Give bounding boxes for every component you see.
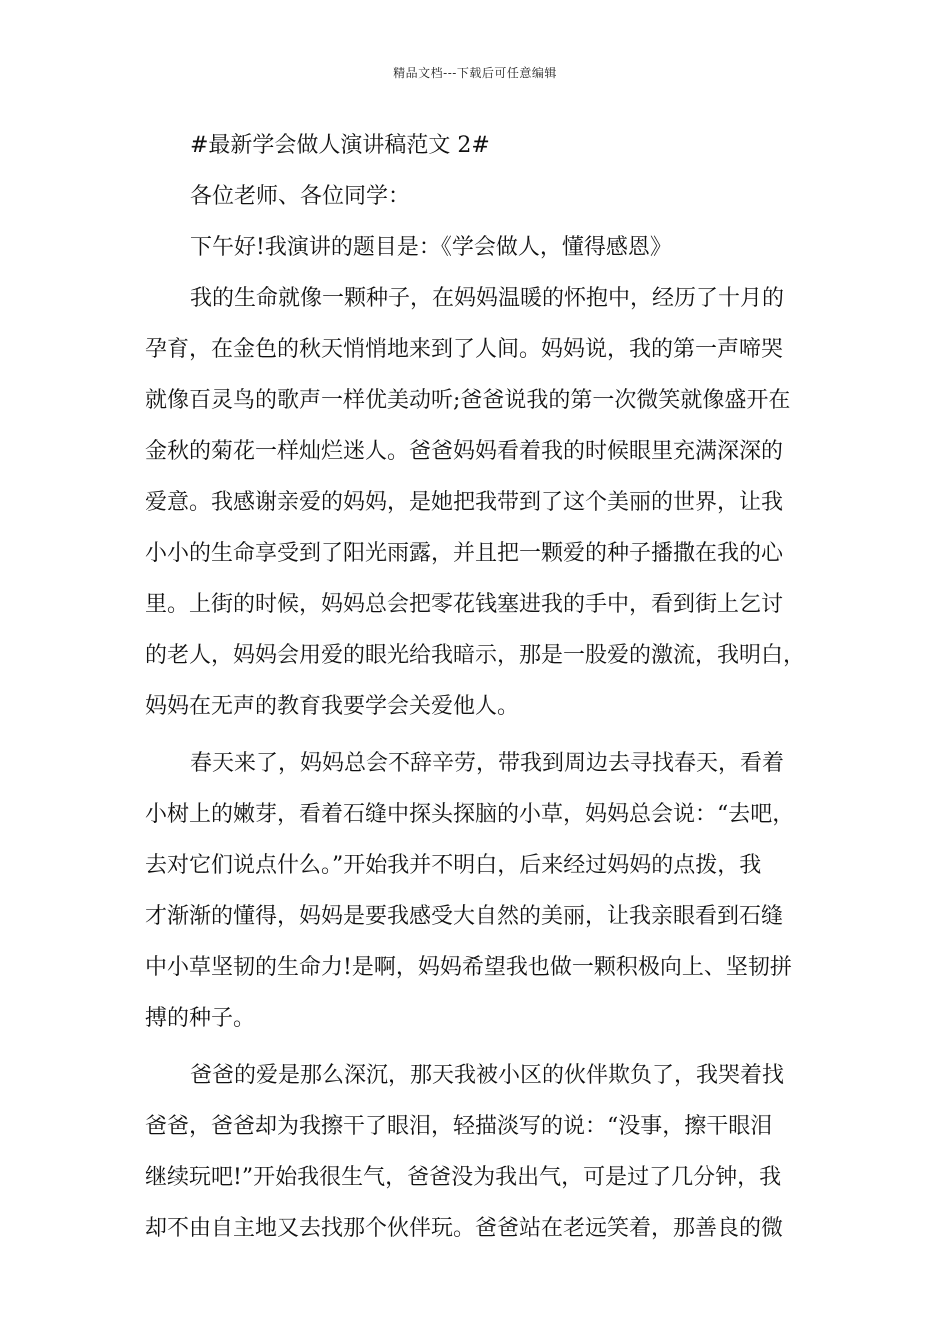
- paragraph-line: 小树上的嫩芽，看着石缝中探头探脑的小草，妈妈总会说：“去吧，: [145, 802, 795, 827]
- paragraph-line: 里。上街的时候，妈妈总会把零花钱塞进我的手中，看到街上乞讨: [145, 592, 784, 617]
- document-title: #最新学会做人演讲稿范文 2#: [190, 133, 490, 158]
- paragraph-line: 小小的生命享受到了阳光雨露，并且把一颗爱的种子播撒在我的心: [145, 541, 784, 566]
- intro-line: 下午好!我演讲的题目是：《学会做人，懂得感恩》: [190, 235, 672, 260]
- document-body: [145, 132, 813, 1266]
- paragraph-line: 妈妈在无声的教育我要学会关爱他人。: [145, 694, 520, 719]
- paragraph-line: 的老人，妈妈会用爱的眼光给我暗示，那是一股爱的激流，我明白，: [145, 643, 806, 668]
- paragraph-line: 孕育，在金色的秋天悄悄地来到了人间。妈妈说，我的第一声啼哭: [145, 337, 784, 362]
- paragraph-line: 爸爸的爱是那么深沉，那天我被小区的伙伴欺负了，我哭着找: [190, 1063, 785, 1088]
- greeting: 各位老师、各位同学：: [190, 184, 411, 209]
- paragraph-line: 才渐渐的懂得，妈妈是要我感受大自然的美丽，让我亲眼看到石缝: [145, 904, 784, 929]
- paragraph-line: 继续玩吧!”开始我很生气，爸爸没为我出气，可是过了几分钟，我: [145, 1165, 782, 1190]
- paragraph-line: 我的生命就像一颗种子，在妈妈温暖的怀抱中，经历了十月的: [190, 286, 785, 311]
- paragraph-line: 就像百灵鸟的歌声一样优美动听;爸爸说我的第一次微笑就像盛开在: [145, 388, 791, 413]
- paragraph-line: 搏的种子。: [145, 1006, 256, 1031]
- paragraph-2: [145, 750, 813, 1032]
- paragraph-line: 却不由自主地又去找那个伙伴玩。爸爸站在老远笑着，那善良的微: [145, 1216, 784, 1241]
- paragraph-line: 金秋的菊花一样灿烂迷人。爸爸妈妈看着我的时候眼里充满深深的: [145, 439, 784, 464]
- paragraph-line: 春天来了，妈妈总会不辞辛劳，带我到周边去寻找春天，看着: [190, 751, 785, 776]
- paragraph-1: [145, 285, 813, 720]
- paragraph-line: 爱意。我感谢亲爱的妈妈，是她把我带到了这个美丽的世界，让我: [145, 490, 784, 515]
- paragraph-line: 爸爸，爸爸却为我擦干了眼泪，轻描淡写的说：“没事，擦干眼泪: [145, 1114, 773, 1139]
- paragraph-line: 去对它们说点什么。”开始我并不明白，后来经过妈妈的点拨，我: [145, 853, 762, 878]
- paragraph-3: [145, 1062, 813, 1242]
- paragraph-line: 中小草坚韧的生命力!是啊，妈妈希望我也做一颗积极向上、坚韧拼: [145, 955, 792, 980]
- page-header: 精品文档---下载后可任意编辑: [393, 66, 557, 80]
